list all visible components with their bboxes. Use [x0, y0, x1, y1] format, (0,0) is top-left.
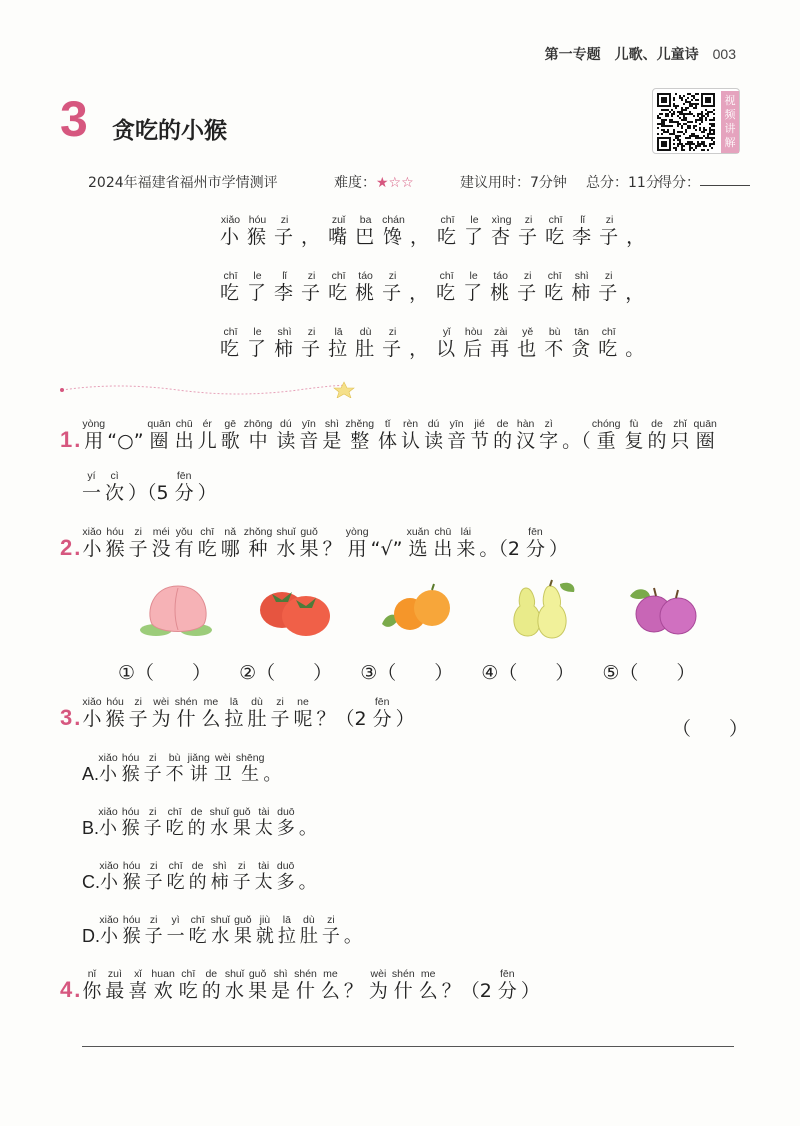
hanzi-char: 生shēng: [235, 752, 265, 785]
hanzi-char: 次cì: [105, 470, 125, 504]
score-field: 得分：: [658, 172, 700, 192]
hanzi-char: 了le: [247, 270, 269, 304]
hanzi-char: 拉lā: [328, 326, 350, 360]
hanzi-char: 桃táo: [355, 270, 377, 304]
hanzi-char: 汉hàn: [516, 418, 536, 452]
punctuation: ）（5: [128, 482, 169, 504]
hanzi-char: 选xuǎn: [406, 526, 430, 560]
hanzi-char: 的de: [647, 418, 667, 452]
hanzi-char: 来lái: [456, 526, 476, 560]
hanzi-char: 子zi: [301, 270, 323, 304]
hanzi-char: 哪nǎ: [220, 526, 240, 560]
question-2: 2. 小xiǎo猴hóu子zi没méi有yǒu吃chī哪nǎ种zhǒng水shuǐ果guǒ？ 用yòng“√” 选xuǎn出chū来lái。（2 分fēn）: [60, 526, 568, 560]
hanzi-char: 馋chán: [382, 214, 405, 248]
hanzi-char: 子zi: [517, 270, 539, 304]
hanzi-char: 吃chī: [437, 214, 459, 248]
hanzi-char: 水shuǐ: [276, 526, 296, 560]
hanzi-char: 没méi: [151, 526, 171, 560]
hanzi-char: 喜xǐ: [128, 968, 148, 1002]
hanzi-char: 的de: [493, 418, 513, 452]
option-b[interactable]: B.小xiǎo猴hóu子zi吃chī的de水shuǐ果guǒ太tài多duō。: [82, 806, 317, 839]
hanzi-char: 太tài: [254, 806, 273, 839]
hanzi-char: 拉lā: [224, 696, 244, 730]
hanzi-char: 用yòng: [82, 418, 106, 452]
apricot-icon: [376, 578, 456, 640]
hanzi-char: 柿shì: [274, 326, 296, 360]
hanzi-char: 圈quān: [693, 418, 717, 452]
question-1: 1. 用yòng“○” 圈quān出chū儿ér歌gē中zhōng读dú音yīn是shì整zhěng体tǐ认rèn读dú音yīn节jié的de汉hàn字zì。（重chóng复fù的de只zhǐ圈quān: [60, 418, 717, 452]
hanzi-char: 子zi: [382, 326, 404, 360]
hanzi-char: 字zì: [539, 418, 559, 452]
question-4: 4. 你nǐ最zuì喜xǐ欢huan吃chī的de水shuǐ果guǒ是shì什shén么me？ 为wèi什shén么me？（2 分fēn）: [60, 968, 540, 1002]
hanzi-char: 吃chī: [598, 326, 620, 360]
hanzi-char: 一yí: [82, 470, 102, 504]
hanzi-char: 呢ne: [293, 696, 313, 730]
poem-line-2: [220, 270, 652, 305]
hanzi-char: 歌gē: [220, 418, 240, 452]
hanzi-char: 重chóng: [591, 418, 621, 452]
option-c[interactable]: C.小xiǎo猴hóu子zi吃chī的de柿shì子zi太tài多duō。: [82, 860, 317, 893]
hanzi-char: 猴hóu: [122, 914, 141, 947]
hanzi-char: 猴hóu: [105, 526, 125, 560]
hanzi-char: 音yīn: [447, 418, 467, 452]
hanzi-char: 什shén: [174, 696, 198, 730]
hanzi-char: 么me: [418, 968, 438, 1002]
qr-box[interactable]: [652, 88, 740, 154]
punctuation: “√”: [370, 538, 403, 560]
persimmon-icon: [254, 578, 334, 640]
hanzi-char: 拉lā: [277, 914, 296, 947]
hanzi-char: 有yǒu: [174, 526, 194, 560]
hanzi-char: 吃chī: [220, 326, 242, 360]
page-header: [545, 44, 736, 64]
hanzi-char: 猴hóu: [247, 214, 269, 248]
hanzi-char: 你nǐ: [82, 968, 102, 1002]
hanzi-char: 了le: [464, 214, 486, 248]
hanzi-char: 了le: [247, 326, 269, 360]
hanzi-char: 吃chī: [188, 914, 207, 947]
punctuation: ，: [409, 282, 431, 304]
punctuation: ，: [626, 226, 648, 248]
hanzi-char: 吃chī: [178, 968, 198, 1002]
question-number: 3: [60, 705, 73, 730]
punctuation: 。: [343, 926, 362, 947]
hanzi-char: 小xiǎo: [82, 526, 102, 560]
hanzi-char: 儿ér: [197, 418, 217, 452]
hanzi-char: 肚dù: [247, 696, 267, 730]
choice-4[interactable]: ④（ ）: [481, 662, 575, 684]
hanzi-char: 子zi: [128, 696, 148, 730]
answer-parentheses[interactable]: （ ）: [672, 718, 749, 740]
hanzi-char: 复fù: [624, 418, 644, 452]
choice-3[interactable]: ③（ ）: [360, 662, 454, 684]
question-number: 2: [60, 535, 73, 560]
hanzi-char: 出chū: [174, 418, 194, 452]
hanzi-char: 猴hóu: [105, 696, 125, 730]
punctuation: 。（: [562, 430, 591, 452]
punctuation: ）: [520, 980, 540, 1002]
hanzi-char: 嘴zuǐ: [328, 214, 350, 248]
section-title: 第一专题: [544, 47, 601, 63]
difficulty-stars: ★☆☆: [376, 175, 414, 191]
hanzi-char: 整zhěng: [345, 418, 375, 452]
hanzi-char: 体tǐ: [378, 418, 398, 452]
hanzi-char: 的de: [201, 968, 221, 1002]
hanzi-char: 为wèi: [151, 696, 171, 730]
option-a[interactable]: A.小xiǎo猴hóu子zi不bù讲jiǎng卫wèi生shēng。: [82, 752, 282, 785]
hanzi-char: 读dú: [424, 418, 444, 452]
hanzi-char: 巴ba: [355, 214, 377, 248]
hanzi-char: 圈quān: [147, 418, 171, 452]
poem-line-3: [220, 326, 652, 361]
hanzi-char: 果guǒ: [233, 914, 252, 947]
hanzi-char: 水shuǐ: [224, 968, 245, 1002]
punctuation: ，: [409, 226, 431, 248]
choice-5[interactable]: ⑤（ ）: [602, 662, 696, 684]
hanzi-char: 出chū: [433, 526, 453, 560]
hanzi-char: 只zhǐ: [670, 418, 690, 452]
peach-icon: [138, 578, 218, 640]
info-bar: [88, 172, 740, 192]
hanzi-char: 音yīn: [299, 418, 319, 452]
hanzi-char: 吃chī: [544, 270, 566, 304]
punctuation: ，: [625, 282, 647, 304]
hanzi-char: 果guǒ: [299, 526, 319, 560]
hanzi-char: 分fēn: [525, 526, 545, 560]
hanzi-char: 后hòu: [463, 326, 485, 360]
hanzi-char: 李lǐ: [572, 214, 594, 248]
answer-line[interactable]: [82, 1046, 734, 1047]
hanzi-char: 一yì: [166, 914, 185, 947]
difficulty: 难度：★☆☆: [334, 175, 414, 191]
qr-code-icon[interactable]: [657, 93, 715, 151]
hanzi-char: 水shuǐ: [209, 806, 229, 839]
hanzi-char: 李lǐ: [274, 270, 296, 304]
hanzi-char: 子zi: [321, 914, 340, 947]
punctuation: 。: [298, 818, 317, 839]
hanzi-char: 再zài: [490, 326, 512, 360]
hanzi-char: 子zi: [599, 214, 621, 248]
punctuation: ）: [395, 708, 415, 730]
hanzi-char: 中zhōng: [243, 418, 273, 452]
hanzi-char: 分fēn: [372, 696, 392, 730]
hanzi-char: 小xiǎo: [220, 214, 242, 248]
hanzi-char: 子zi: [143, 806, 162, 839]
option-d[interactable]: D.小xiǎo猴hóu子zi一yì吃chī水shuǐ果guǒ就jiù拉lā肚dù子zi。: [82, 914, 362, 947]
hanzi-char: 以yǐ: [436, 326, 458, 360]
punctuation: ？（2: [441, 980, 492, 1002]
hanzi-char: 肚dù: [299, 914, 318, 947]
hanzi-char: 子zi: [232, 860, 251, 893]
hanzi-char: 太tài: [254, 860, 273, 893]
hanzi-char: 讲jiǎng: [187, 752, 210, 785]
hanzi-char: 吃chī: [197, 526, 217, 560]
hanzi-char: 子zi: [518, 214, 540, 248]
hanzi-char: 什shén: [294, 968, 317, 1002]
score-blank[interactable]: [700, 172, 750, 186]
decorative-divider: [58, 378, 358, 398]
hanzi-char: 是shì: [271, 968, 291, 1002]
poem-line-1: [220, 214, 653, 249]
hanzi-char: 柿shì: [571, 270, 593, 304]
hanzi-char: 读dú: [276, 418, 296, 452]
hanzi-char: 分fēn: [497, 968, 517, 1002]
punctuation: “○”: [107, 430, 144, 452]
punctuation: ？: [343, 980, 363, 1002]
hanzi-char: 吃chī: [545, 214, 567, 248]
hanzi-char: 认rèn: [401, 418, 421, 452]
hanzi-char: 子zi: [382, 270, 404, 304]
hanzi-char: 子zi: [128, 526, 148, 560]
page-number: 003: [712, 46, 736, 62]
punctuation: 。（2: [479, 538, 520, 560]
hanzi-char: 么me: [201, 696, 221, 730]
hanzi-char: 小xiǎo: [82, 696, 102, 730]
hanzi-char: 桃táo: [490, 270, 512, 304]
hanzi-char: 是shì: [322, 418, 342, 452]
hanzi-char: 了le: [463, 270, 485, 304]
hanzi-char: 子zi: [144, 860, 163, 893]
hanzi-char: 肚dù: [355, 326, 377, 360]
punctuation: 。: [625, 338, 647, 360]
punctuation: ）: [548, 538, 568, 560]
hanzi-char: 贪tān: [571, 326, 593, 360]
hanzi-char: 果guǒ: [232, 806, 251, 839]
total-score: 总分：11分: [586, 175, 660, 191]
question-1-cont: [82, 470, 223, 506]
punctuation: ，: [409, 338, 431, 360]
hanzi-char: 小xiǎo: [98, 806, 118, 839]
topic-title: 儿歌、儿童诗: [614, 47, 699, 63]
hanzi-char: 种zhǒng: [243, 526, 273, 560]
lesson-title: 贪吃的小猴: [112, 118, 227, 144]
hanzi-char: 分fēn: [174, 470, 194, 504]
pear-icon: [504, 578, 584, 640]
suggested-time: 建议用时：7分钟: [460, 175, 567, 191]
hanzi-char: 不bù: [165, 752, 184, 785]
hanzi-char: 也yě: [517, 326, 539, 360]
hanzi-char: 子zi: [301, 326, 323, 360]
punctuation: ？（2: [316, 708, 367, 730]
hanzi-char: 小xiǎo: [99, 860, 119, 893]
plum-icon: [624, 578, 704, 640]
punctuation: 。: [263, 764, 282, 785]
question-3: 3. 小xiǎo猴hóu子zi为wèi什shén么me拉lā肚dù子zi呢ne？（2 分fēn）: [60, 696, 415, 730]
hanzi-char: 果guǒ: [248, 968, 268, 1002]
hanzi-char: 最zuì: [105, 968, 125, 1002]
hanzi-char: 子zi: [143, 752, 162, 785]
punctuation: ，: [301, 226, 323, 248]
hanzi-char: 用yòng: [345, 526, 369, 560]
hanzi-char: 的de: [188, 860, 207, 893]
source-label: 2024年福建省福州市学情测评: [88, 175, 278, 191]
hanzi-char: 水shuǐ: [210, 914, 230, 947]
hanzi-char: 什shén: [391, 968, 415, 1002]
hanzi-char: 柿shì: [210, 860, 229, 893]
hanzi-char: 吃chī: [328, 270, 350, 304]
hanzi-char: 子zi: [274, 214, 296, 248]
hanzi-char: 多duō: [276, 860, 295, 893]
punctuation: ）: [197, 482, 217, 504]
hanzi-char: 卫wèi: [213, 752, 232, 785]
hanzi-char: 小xiǎo: [99, 914, 119, 947]
choice-1[interactable]: ①（ ）: [118, 662, 212, 684]
hanzi-char: 杏xìng: [491, 214, 513, 248]
hanzi-char: 猴hóu: [122, 860, 141, 893]
hanzi-char: 小xiǎo: [98, 752, 118, 785]
hanzi-char: 吃chī: [436, 270, 458, 304]
hanzi-char: 么me: [320, 968, 340, 1002]
hanzi-char: 为wèi: [368, 968, 388, 1002]
punctuation: ？: [322, 538, 342, 560]
lesson-number: 3: [60, 91, 88, 147]
question-number: 4: [60, 977, 73, 1002]
hanzi-char: 的de: [187, 806, 206, 839]
hanzi-char: 猴hóu: [121, 806, 140, 839]
hanzi-char: 就jiù: [255, 914, 274, 947]
hanzi-char: 子zi: [598, 270, 620, 304]
punctuation: 。: [298, 872, 317, 893]
hanzi-char: 多duō: [276, 806, 295, 839]
hanzi-char: 吃chī: [220, 270, 242, 304]
choice-2[interactable]: ②（ ）: [239, 662, 333, 684]
hanzi-char: 欢huan: [151, 968, 175, 1002]
fruit-choices: [118, 658, 717, 685]
hanzi-char: 子zi: [270, 696, 290, 730]
hanzi-char: 吃chī: [166, 860, 185, 893]
hanzi-char: 子zi: [144, 914, 163, 947]
hanzi-char: 猴hóu: [121, 752, 140, 785]
video-tag[interactable]: 视频讲解: [721, 91, 739, 153]
hanzi-char: 不bù: [544, 326, 566, 360]
question-number: 1: [60, 427, 73, 452]
hanzi-char: 吃chī: [165, 806, 184, 839]
hanzi-char: 节jié: [470, 418, 490, 452]
